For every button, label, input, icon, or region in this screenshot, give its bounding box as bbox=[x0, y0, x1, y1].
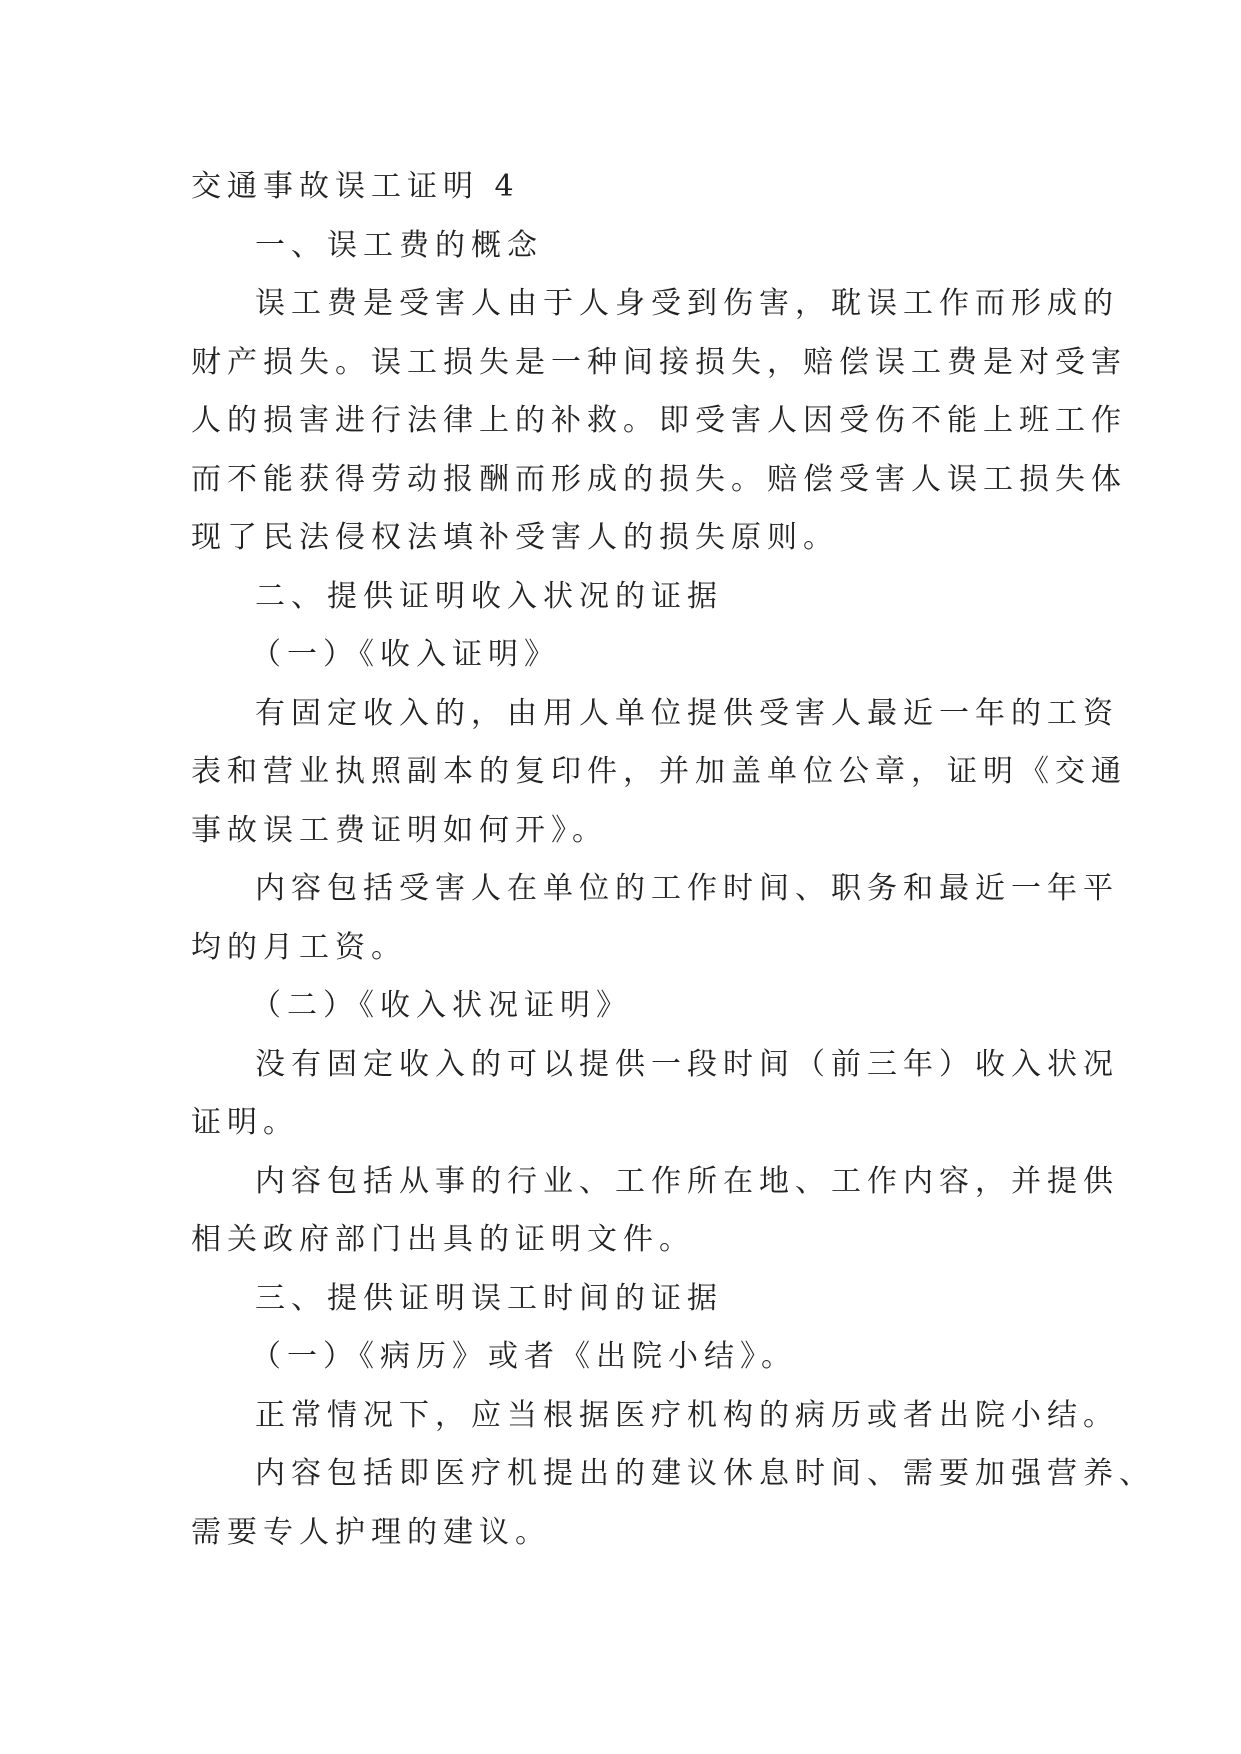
paragraph-line: 人的损害进行法律上的补救。即受害人因受伤不能上班工作 bbox=[191, 403, 1127, 438]
paragraph-line: 现了民法侵权法填补受害人的损失原则。 bbox=[191, 520, 839, 555]
section-heading-1: 一、误工费的概念 bbox=[255, 227, 543, 263]
paragraph-line: 有固定收入的，由用人单位提供受害人最近一年的工资 bbox=[255, 695, 1119, 731]
document-title: 交通事故误工证明 4 bbox=[191, 169, 520, 204]
paragraph-line: 均的月工资。 bbox=[191, 929, 407, 965]
paragraph-line: 误工费是受害人由于人身受到伤害，耽误工作而形成的 bbox=[255, 286, 1119, 321]
section-heading-2: 二、提供证明收入状况的证据 bbox=[255, 578, 723, 614]
subsection-heading: （一）《收入证明》 bbox=[251, 637, 560, 672]
paragraph-line: 证明。 bbox=[191, 1105, 299, 1140]
paragraph-line: 财产损失。误工损失是一种间接损失，赔偿误工费是对受害 bbox=[191, 344, 1127, 380]
subsection-heading: （一）《病历》或者《出院小结》。 bbox=[251, 1339, 797, 1374]
paragraph-line: 事故误工费证明如何开》。 bbox=[191, 812, 608, 848]
subsection-heading: （二）《收入状况证明》 bbox=[251, 988, 632, 1023]
paragraph-line: 没有固定收入的可以提供一段时间（前三年）收入状况 bbox=[255, 1046, 1119, 1082]
paragraph-line: 正常情况下，应当根据医疗机构的病历或者出院小结。 bbox=[255, 1397, 1119, 1433]
paragraph-line: 内容包括从事的行业、工作所在地、工作内容，并提供 bbox=[255, 1163, 1119, 1199]
paragraph-line: 需要专人护理的建议。 bbox=[191, 1514, 551, 1550]
paragraph-line: 而不能获得劳动报酬而形成的损失。赔偿受害人误工损失体 bbox=[191, 461, 1127, 497]
paragraph-line: 相关政府部门出具的证明文件。 bbox=[191, 1222, 695, 1257]
paragraph-line: 内容包括受害人在单位的工作时间、职务和最近一年平 bbox=[255, 871, 1119, 906]
section-heading-3: 三、提供证明误工时间的证据 bbox=[255, 1280, 723, 1316]
document-body bbox=[191, 158, 1155, 1562]
paragraph-line: 内容包括即医疗机提出的建议休息时间、需要加强营养、 bbox=[255, 1456, 1155, 1491]
paragraph-line: 表和营业执照副本的复印件，并加盖单位公章，证明《交通 bbox=[191, 754, 1127, 789]
